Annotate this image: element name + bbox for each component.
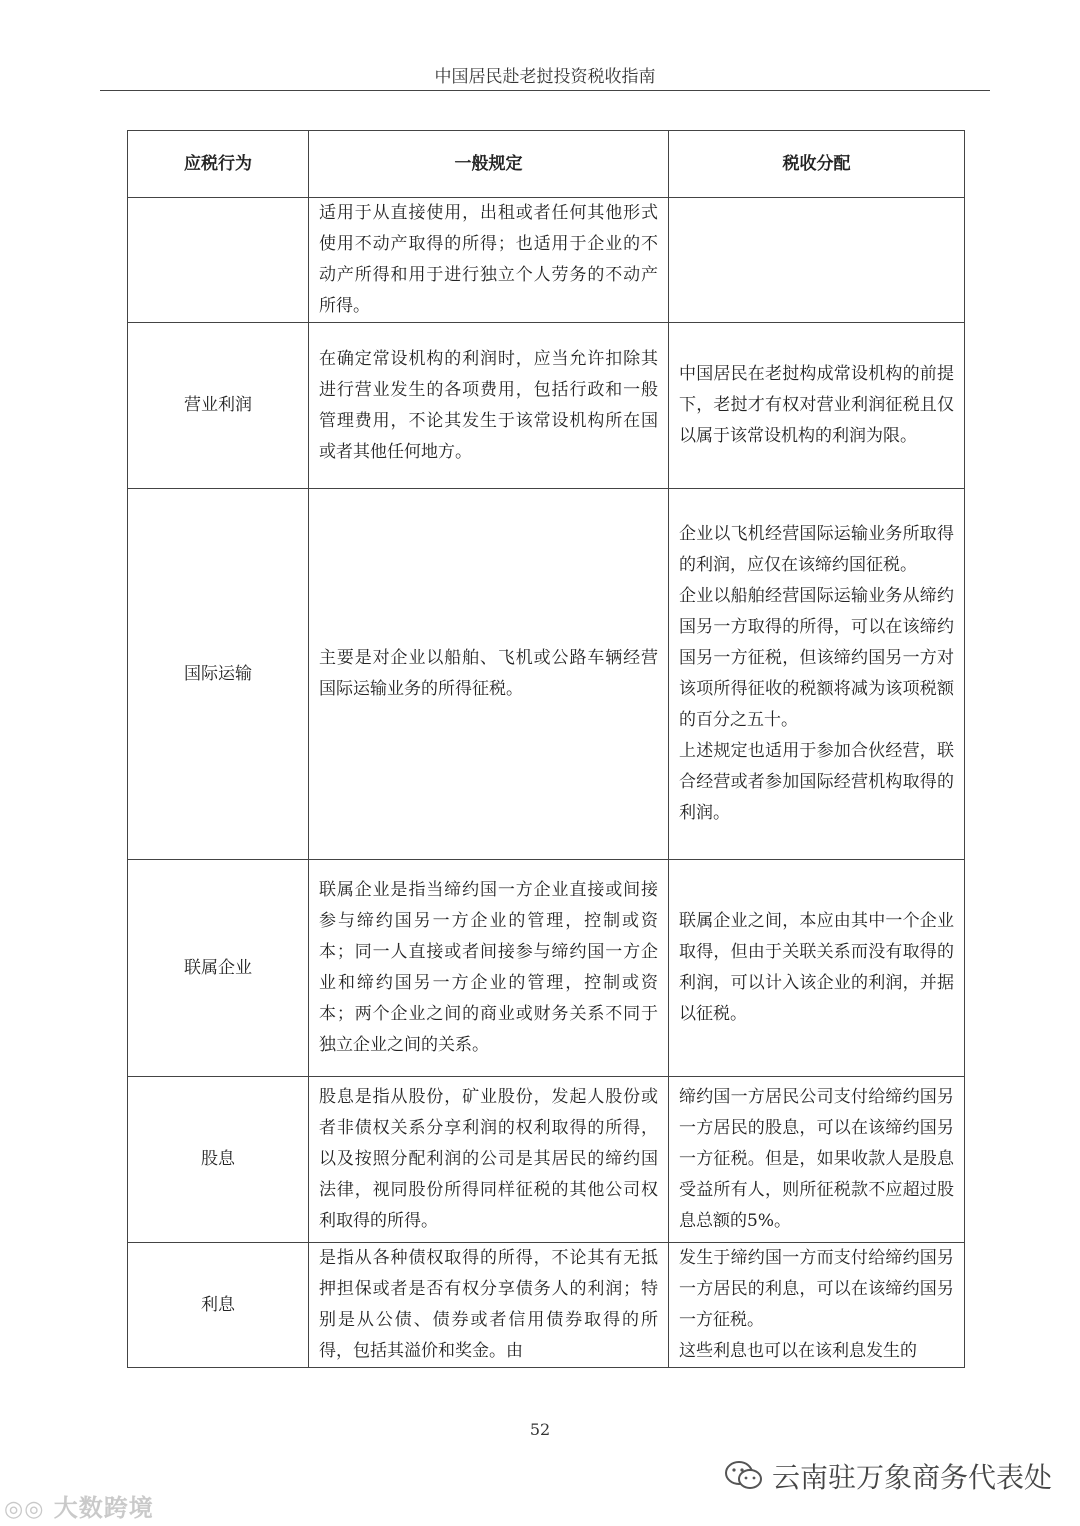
watermark-left (4, 1488, 154, 1523)
table-header-row (128, 131, 965, 198)
allocation-cell (669, 198, 965, 323)
allocation-cell (669, 1243, 965, 1368)
watermark-right (724, 1456, 1052, 1496)
watermark-right-text: 云南驻万象商务代表处 (771, 1461, 1052, 1494)
allocation-text: 这些利息也可以在该利息发生的 (679, 1341, 917, 1361)
general-rule-cell (309, 489, 669, 860)
page-header: 中国居民赴老挝投资税收指南 (100, 62, 990, 91)
general-rule-text: 在确定常设机构的利润时，应当允许扣除其进行营业发生的各项费用，包括行政和一般管理费用，不论其发生于该常设机构所在国或者其他任何地方。 (319, 348, 658, 462)
table-row-business-profits (128, 323, 965, 489)
column-header-taxable-act: 应税行为 (128, 131, 309, 198)
category-cell (128, 198, 309, 323)
allocation-text: 中国居民在老挝构成常设机构的前提下，老挝才有权对营业利润征税且仅以属于该常设机构的利润为限。 (679, 364, 954, 446)
category-cell: 股息 (128, 1077, 309, 1243)
page-number: 52 (529, 1420, 551, 1439)
wechat-icon (724, 1459, 764, 1493)
general-rule-cell (309, 198, 669, 323)
general-rule-text: 股息是指从股份，矿业股份，发起人股份或者非债权关系分享利润的权利取得的所得，以及按照分配利润的公司是其居民的缔约国法律，视同股份所得同样征税的其他公司权利取得的所得。 (319, 1087, 658, 1231)
table-row-dividends (128, 1077, 965, 1243)
category-cell: 联属企业 (128, 860, 309, 1077)
table-row-international-transport (128, 489, 965, 860)
general-rule-text: 联属企业是指当缔约国一方企业直接或间接参与缔约国另一方企业的管理，控制或资本；同一人直接或者间接参与缔约国一方企业和缔约国另一方企业的管理，控制或资本；两个企业之间的商业或财务关系不同于独立企业之间的关系。 (319, 880, 658, 1055)
allocation-cell (669, 489, 965, 860)
allocation-cell (669, 1077, 965, 1243)
category-cell: 利息 (128, 1243, 309, 1368)
general-rule-cell (309, 1243, 669, 1368)
general-rule-text: 是指从各种债权取得的所得，不论其有无抵押担保或者是否有权分享债务人的利润；特别是从公债、债券或者信用债券取得的所得，包括其溢价和奖金。由 (319, 1248, 658, 1361)
general-rule-cell (309, 323, 669, 489)
category-cell: 营业利润 (128, 323, 309, 489)
general-rule-text: 主要是对企业以船舶、飞机或公路车辆经营国际运输业务的所得征税。 (319, 648, 658, 699)
table-row-interest (128, 1243, 965, 1368)
allocation-text: 发生于缔约国一方而支付给缔约国另一方居民的利息，可以在该缔约国另一方征税。 (679, 1248, 954, 1330)
column-header-general-rules: 一般规定 (309, 131, 669, 198)
allocation-cell (669, 860, 965, 1077)
table-row-associated-enterprises (128, 860, 965, 1077)
tax-treaty-table (127, 130, 965, 1368)
watermark-left-text: 大数跨境 (53, 1494, 154, 1522)
general-rule-text: 适用于从直接使用，出租或者任何其他形式使用不动产取得的所得；也适用于企业的不动产所得和用于进行独立个人劳务的不动产所得。 (319, 203, 658, 316)
allocation-text: 联属企业之间，本应由其中一个企业取得，但由于关联关系而没有取得的利润，可以计入该企业的利润，并据以征税。 (679, 911, 954, 1024)
column-header-tax-allocation: 税收分配 (669, 131, 965, 198)
general-rule-cell (309, 1077, 669, 1243)
allocation-text: 企业以飞机经营国际运输业务所取得的利润，应仅在该缔约国征税。 (679, 524, 954, 575)
category-cell: 国际运输 (128, 489, 309, 860)
allocation-text: 上述规定也适用于参加合伙经营，联合经营或者参加国际经营机构取得的利润。 (679, 741, 954, 823)
allocation-text: 缔约国一方居民公司支付给缔约国另一方居民的股息，可以在该缔约国另一方征税。但是，如果收款人是股息受益所有人，则所征税款不应超过股息总额的5%。 (679, 1087, 954, 1231)
general-rule-cell (309, 860, 669, 1077)
allocation-cell (669, 323, 965, 489)
watermark-logo-icon: ◎◎ (4, 1497, 45, 1522)
table-row-real-property (128, 198, 965, 323)
allocation-text: 企业以船舶经营国际运输业务从缔约国另一方取得的所得，可以在该缔约国另一方征税，但该缔约国另一方对该项所得征收的税额将减为该项税额的百分之五十。 (679, 586, 954, 730)
